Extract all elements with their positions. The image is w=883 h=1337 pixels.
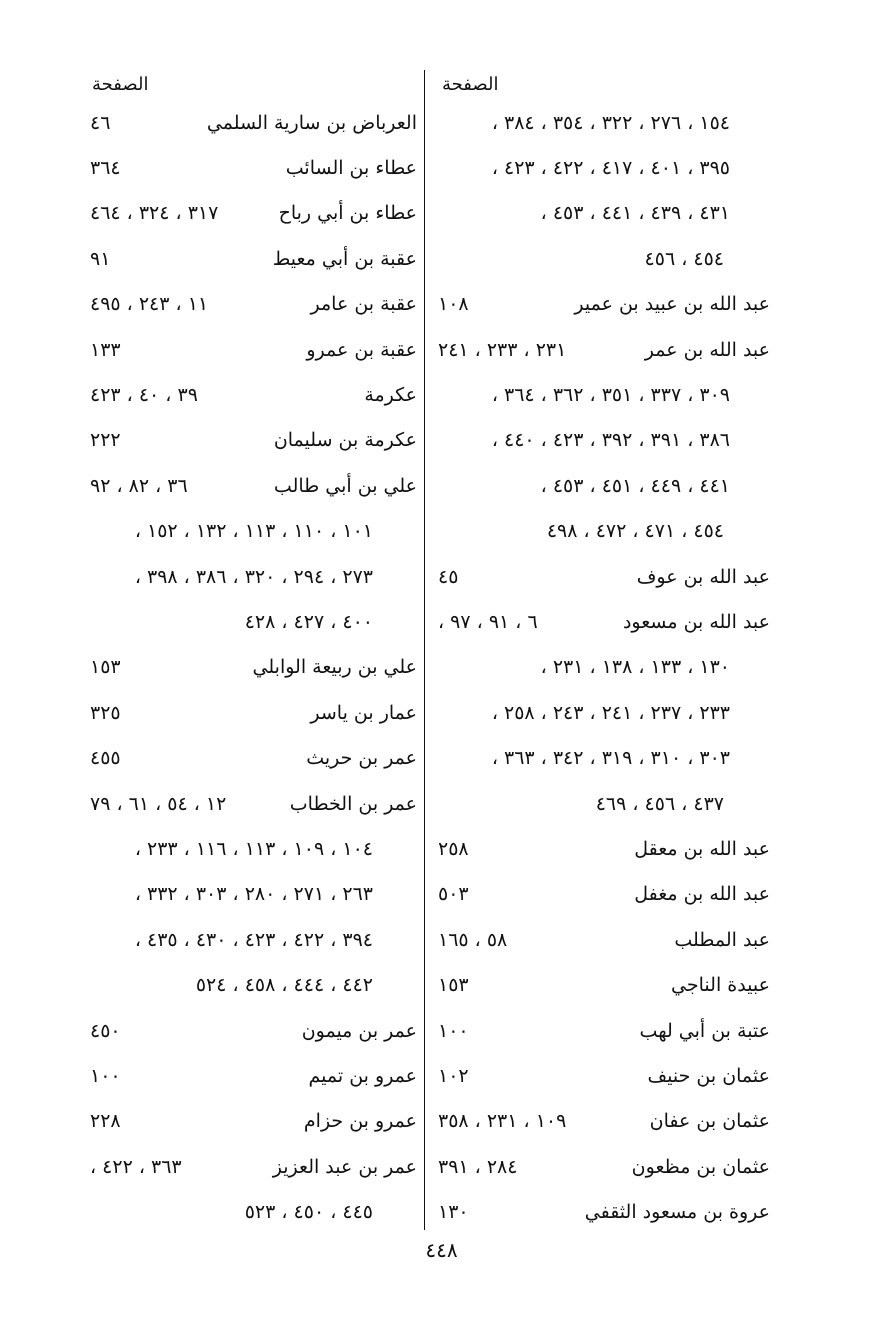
entry-name: عقبة بن عمرو — [306, 338, 417, 361]
entry-pages: ٤٤٥ ، ٤٥٠ ، ٥٢٣ — [244, 1201, 373, 1224]
entry-name: عبد الله بن معقل — [634, 837, 770, 860]
entry-pages: ١٠٠ — [90, 1064, 121, 1087]
index-entry — [430, 781, 770, 826]
index-entry — [430, 599, 770, 644]
entry-name: عبد الله بن عبيد بن عمير — [574, 293, 770, 316]
entry-name: عثمان بن عفان — [649, 1110, 770, 1133]
entry-pages: ٤٥٤ ، ٤٧١ ، ٤٧٢ ، ٤٩٨ — [546, 520, 724, 543]
index-entry — [82, 735, 417, 780]
right-column-header: الصفحة — [442, 74, 499, 95]
index-entry — [82, 917, 417, 962]
index-entry — [430, 1189, 770, 1234]
entry-pages: ٥٠٣ — [438, 883, 469, 906]
index-entry — [430, 509, 770, 554]
index-entry — [430, 872, 770, 917]
index-entry — [82, 236, 417, 281]
index-entry — [430, 327, 770, 372]
index-entry — [82, 781, 417, 826]
entry-pages: ٣٩ ، ٤٠ ، ٤٢٣ — [90, 384, 198, 407]
entry-pages: ٢٨٤ ، ٣٩١ — [438, 1155, 518, 1178]
entry-pages: ٣٦ ، ٨٢ ، ٩٢ — [90, 474, 188, 497]
entry-name: العرباض بن سارية السلمي — [206, 111, 417, 134]
index-entry — [82, 372, 417, 417]
entry-pages: ٦ ، ٩١ ، ٩٧ ، — [438, 610, 538, 633]
entry-pages: ١٠١ ، ١١٠ ، ١١٣ ، ١٣٢ ، ١٥٢ ، — [134, 520, 373, 543]
entry-name: عبد الله بن مغفل — [634, 883, 770, 906]
index-entry — [82, 1189, 417, 1234]
entry-pages: ١٠٠ — [438, 1019, 469, 1042]
index-entry — [430, 372, 770, 417]
entry-pages: ٤٤٢ ، ٤٤٤ ، ٤٥٨ ، ٥٢٤ — [195, 974, 373, 997]
entry-pages: ٤٠٠ ، ٤٢٧ ، ٤٢٨ — [244, 610, 373, 633]
entry-pages: ١٥٤ ، ٢٧٦ ، ٣٢٢ ، ٣٥٤ ، ٣٨٤ ، — [491, 111, 730, 134]
index-entry — [82, 463, 417, 508]
index-entry — [82, 872, 417, 917]
index-entry — [430, 191, 770, 236]
entry-pages: ٥٨ ، ١٦٥ — [438, 928, 508, 951]
index-entry — [82, 145, 417, 190]
entry-pages: ١٠٤ ، ١٠٩ ، ١١٣ ، ١١٦ ، ٢٣٣ ، — [134, 837, 373, 860]
entry-pages: ١٢ ، ٥٤ ، ٦١ ، ٧٩ — [90, 792, 227, 815]
entry-pages: ٢٥٨ — [438, 837, 469, 860]
entry-pages: ٢٢٨ — [90, 1110, 121, 1133]
index-entry — [82, 418, 417, 463]
entry-pages: ٤٥ — [438, 565, 459, 588]
index-entry — [430, 1008, 770, 1053]
entry-pages: ١٣٠ ، ١٣٣ ، ١٣٨ ، ٢٣١ ، — [540, 656, 730, 679]
index-entry — [430, 282, 770, 327]
entry-name: علي بن أبي طالب — [273, 474, 417, 497]
entry-name: عكرمة — [364, 384, 417, 407]
index-entry — [82, 599, 417, 644]
right-column — [430, 70, 770, 1230]
entry-pages: ٢٦٣ ، ٢٧١ ، ٢٨٠ ، ٣٠٣ ، ٣٣٢ ، — [134, 883, 373, 906]
entry-pages: ٢٣٣ ، ٢٣٧ ، ٢٤١ ، ٢٤٣ ، ٢٥٨ ، — [491, 701, 730, 724]
entry-name: عمار بن ياسر — [310, 701, 417, 724]
index-entry — [430, 962, 770, 1007]
left-column-header: الصفحة — [92, 74, 149, 95]
entry-pages: ٢٣١ ، ٢٣٣ ، ٢٤١ — [438, 338, 567, 361]
entry-name: علي بن ربيعة الوابلي — [252, 656, 417, 679]
index-entry — [82, 327, 417, 372]
index-entry — [82, 690, 417, 735]
entry-name: عمر بن عبد العزيز — [272, 1155, 417, 1178]
entry-name: عمر بن حريث — [306, 747, 417, 770]
entry-name: عقبة بن أبي معيط — [272, 247, 417, 270]
index-entry — [430, 735, 770, 780]
entry-name: عكرمة بن سليمان — [273, 429, 417, 452]
entry-name: عمر بن ميمون — [301, 1019, 417, 1042]
index-entry — [82, 282, 417, 327]
index-entry — [430, 1099, 770, 1144]
index-entry — [430, 1053, 770, 1098]
entry-pages: ٣٨٦ ، ٣٩١ ، ٣٩٢ ، ٤٢٣ ، ٤٤٠ ، — [491, 429, 730, 452]
entry-name: عثمان بن حنيف — [647, 1064, 770, 1087]
entry-pages: ٣٩٥ ، ٤٠١ ، ٤١٧ ، ٤٢٢ ، ٤٢٣ ، — [491, 157, 730, 180]
entry-name: عمرو بن تميم — [308, 1064, 417, 1087]
entry-name: عتبة بن أبي لهب — [639, 1019, 770, 1042]
entry-pages: ٢٢٢ — [90, 429, 121, 452]
index-entry — [430, 690, 770, 735]
entry-pages: ١٠٨ — [438, 293, 469, 316]
entry-name: عطاء بن السائب — [285, 157, 417, 180]
index-entry — [82, 826, 417, 871]
entry-pages: ١٥٣ — [438, 974, 469, 997]
entry-name: عبد الله بن مسعود — [622, 610, 770, 633]
entry-pages: ٤٥٠ — [90, 1019, 121, 1042]
index-entry — [82, 1144, 417, 1189]
index-entry — [82, 100, 417, 145]
entry-name: عثمان بن مظعون — [631, 1155, 770, 1178]
index-entry — [430, 645, 770, 690]
entry-pages: ٣٩٤ ، ٤٢٢ ، ٤٢٣ ، ٤٣٠ ، ٤٣٥ ، — [134, 928, 373, 951]
index-entry — [430, 418, 770, 463]
entry-pages: ١٥٣ — [90, 656, 121, 679]
entry-pages: ٣٦٤ — [90, 157, 121, 180]
entry-pages: ٣٠٣ ، ٣١٠ ، ٣١٩ ، ٣٤٢ ، ٣٦٣ ، — [491, 747, 730, 770]
entry-pages: ١١ ، ٢٤٣ ، ٤٩٥ — [90, 293, 209, 316]
index-entry — [82, 191, 417, 236]
entry-pages: ٤٦ — [90, 111, 111, 134]
page-number: ٤٤٨ — [425, 1238, 458, 1262]
index-entry — [430, 145, 770, 190]
index-entry — [82, 1008, 417, 1053]
entry-pages: ٤٥٥ — [90, 747, 121, 770]
entry-pages: ٩١ — [90, 247, 111, 270]
left-column — [82, 70, 417, 1230]
index-entry — [430, 554, 770, 599]
entry-pages: ٣٦٣ ، ٤٢٢ ، — [90, 1155, 182, 1178]
index-entry — [430, 917, 770, 962]
entry-pages: ١٠٩ ، ٢٣١ ، ٣٥٨ — [438, 1110, 567, 1133]
entry-name: عروة بن مسعود الثقفي — [584, 1201, 770, 1224]
entry-name: عقبة بن عامر — [310, 293, 417, 316]
index-entry — [430, 236, 770, 281]
entry-name: عبد المطلب — [674, 928, 770, 951]
index-entry — [82, 509, 417, 554]
entry-pages: ٤٥٤ ، ٤٥٦ — [644, 247, 724, 270]
index-entry — [82, 1053, 417, 1098]
entry-name: عطاء بن أبي رباح — [278, 202, 417, 225]
index-entry — [82, 554, 417, 599]
entry-name: عبد الله بن عمر — [644, 338, 770, 361]
index-entry — [430, 100, 770, 145]
entry-pages: ٤٣٧ ، ٤٥٦ ، ٤٦٩ — [595, 792, 724, 815]
entry-name: عبيدة الناجي — [671, 974, 770, 997]
entry-pages: ١٣٠ — [438, 1201, 469, 1224]
entry-pages: ٢٧٣ ، ٢٩٤ ، ٣٢٠ ، ٣٨٦ ، ٣٩٨ ، — [134, 565, 373, 588]
index-entry — [430, 463, 770, 508]
entry-pages: ١٣٣ — [90, 338, 121, 361]
index-entry — [82, 1099, 417, 1144]
entry-pages: ٣٠٩ ، ٣٣٧ ، ٣٥١ ، ٣٦٢ ، ٣٦٤ ، — [491, 384, 730, 407]
entry-name: عمرو بن حزام — [303, 1110, 417, 1133]
entry-pages: ٣١٧ ، ٣٢٤ ، ٤٦٤ — [90, 202, 219, 225]
entry-name: عبد الله بن عوف — [636, 565, 770, 588]
entry-name: عمر بن الخطاب — [289, 792, 417, 815]
entry-pages: ١٠٢ — [438, 1064, 469, 1087]
entry-pages: ٤٣١ ، ٤٣٩ ، ٤٤١ ، ٤٥٣ ، — [540, 202, 730, 225]
column-divider — [424, 70, 425, 1230]
index-entry — [430, 826, 770, 871]
index-entry — [82, 962, 417, 1007]
index-entry — [82, 645, 417, 690]
entry-pages: ٤٤١ ، ٤٤٩ ، ٤٥١ ، ٤٥٣ ، — [540, 474, 730, 497]
entry-pages: ٣٢٥ — [90, 701, 121, 724]
index-entry — [430, 1144, 770, 1189]
